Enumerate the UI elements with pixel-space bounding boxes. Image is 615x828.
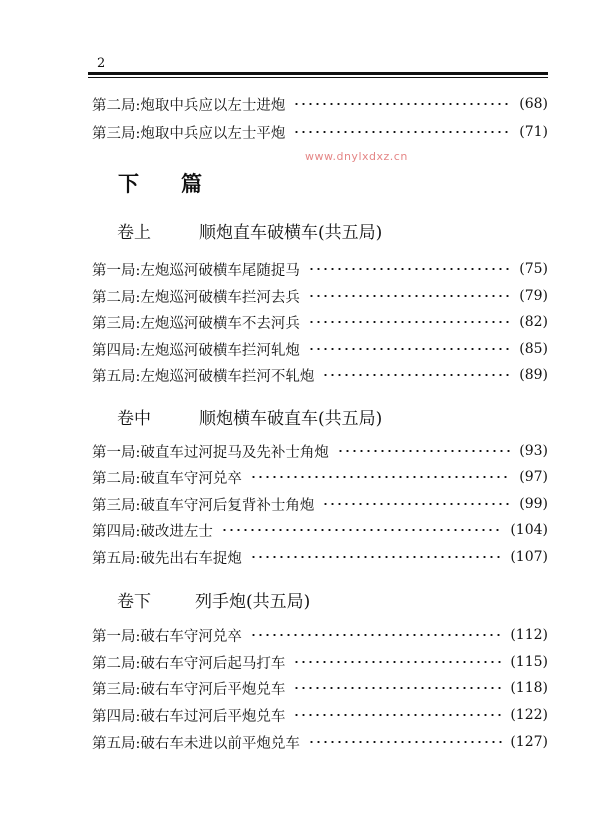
toc-entry-label: 第三局:左炮巡河破横车不去河兵 (92, 315, 300, 332)
leader-dots (250, 634, 502, 636)
volume-heading (117, 587, 310, 612)
leader-dots (337, 450, 511, 452)
toc-entry-page: (115) (510, 654, 548, 670)
leader-dots (293, 714, 502, 716)
toc-entry-page: (112) (510, 627, 548, 643)
part-title (118, 168, 204, 198)
leader-dots (293, 131, 511, 133)
toc-entry[interactable] (92, 311, 548, 333)
toc-entry-label: 第五局:左炮巡河破横车拦河不轧炮 (92, 368, 315, 385)
toc-entry-label: 第二局:左炮巡河破横车拦河去兵 (92, 289, 300, 306)
toc-entry-page: (93) (519, 443, 548, 459)
toc-entry[interactable] (92, 338, 548, 360)
toc-entry-label: 第二局:炮取中兵应以左士进炮 (92, 97, 286, 114)
toc-entry[interactable] (92, 731, 548, 753)
toc-entry-page: (75) (519, 261, 548, 277)
leader-dots (293, 103, 511, 105)
leader-dots (322, 374, 511, 376)
toc-entry[interactable] (92, 466, 548, 488)
toc-entry-page: (122) (510, 707, 548, 723)
leader-dots (293, 661, 502, 663)
toc-entry-label: 第四局:左炮巡河破横车拦河轧炮 (92, 342, 300, 359)
toc-entry[interactable] (92, 677, 548, 699)
volume-name: 卷上 (117, 223, 151, 243)
toc-entry-label: 第二局:破直车守河兑卒 (92, 470, 242, 487)
volume-name: 卷下 (117, 592, 151, 612)
toc-entry-page: (97) (519, 469, 548, 485)
watermark: www.dnylxdxz.cn (305, 150, 408, 163)
leader-dots (308, 348, 511, 350)
volume-name: 卷中 (117, 409, 151, 429)
toc-entry[interactable] (92, 493, 548, 515)
toc-entry-page: (89) (519, 367, 548, 383)
toc-entry-label: 第一局:破右车守河兑卒 (92, 628, 242, 645)
volume-title: 顺炮直车破横车(共五局) (199, 223, 383, 243)
part-title-b: 篇 (181, 171, 204, 196)
toc-entry-page: (79) (519, 288, 548, 304)
leader-dots (221, 529, 502, 531)
toc-entry-label: 第一局:破直车过河捉马及先补士角炮 (92, 444, 329, 461)
volume-heading (117, 404, 382, 429)
toc-entry-page: (71) (519, 124, 548, 140)
toc-entry[interactable] (92, 519, 548, 541)
toc-entry-page: (107) (510, 549, 548, 565)
volume-heading (117, 218, 382, 243)
volume-title: 列手炮(共五局) (195, 592, 311, 612)
toc-entry-label: 第四局:破右车过河后平炮兑车 (92, 708, 286, 725)
toc-entry-page: (118) (510, 680, 548, 696)
toc-entry-label: 第三局:破直车守河后复背补士角炮 (92, 497, 315, 514)
toc-entry[interactable] (92, 364, 548, 386)
page-number: 2 (97, 56, 106, 71)
leader-dots (308, 741, 502, 743)
toc-entry[interactable] (92, 285, 548, 307)
toc-entry[interactable] (92, 258, 548, 280)
toc-entry[interactable] (92, 624, 548, 646)
toc-entry-label: 第三局:炮取中兵应以左士平炮 (92, 125, 286, 142)
toc-entry-label: 第三局:破右车守河后平炮兑车 (92, 681, 286, 698)
leader-dots (250, 556, 502, 558)
leader-dots (322, 503, 511, 505)
leader-dots (308, 321, 511, 323)
header-rule-thin (88, 77, 548, 78)
header-rule-thick (88, 72, 548, 75)
toc-entry-label: 第一局:左炮巡河破横车尾随捉马 (92, 262, 300, 279)
volume-title: 顺炮横车破直车(共五局) (199, 409, 383, 429)
toc-entry[interactable] (92, 93, 548, 115)
toc-entry-page: (99) (519, 496, 548, 512)
leader-dots (308, 295, 511, 297)
toc-entry[interactable] (92, 704, 548, 726)
part-title-a: 下 (118, 171, 141, 196)
toc-entry-label: 第五局:破先出右车捉炮 (92, 550, 242, 567)
toc-entry-page: (82) (519, 314, 548, 330)
toc-entry[interactable] (92, 651, 548, 673)
leader-dots (308, 268, 511, 270)
toc-entry-page: (68) (519, 96, 548, 112)
toc-entry-page: (104) (510, 522, 548, 538)
toc-entry-label: 第四局:破改进左士 (92, 523, 213, 540)
toc-entry[interactable] (92, 546, 548, 568)
toc-entry-page: (85) (519, 341, 548, 357)
leader-dots (293, 687, 502, 689)
leader-dots (250, 476, 511, 478)
toc-entry-label: 第二局:破右车守河后起马打车 (92, 655, 286, 672)
toc-entry[interactable] (92, 121, 548, 143)
toc-entry[interactable] (92, 440, 548, 462)
toc-entry-label: 第五局:破右车未进以前平炮兑车 (92, 735, 300, 752)
toc-entry-page: (127) (510, 734, 548, 750)
